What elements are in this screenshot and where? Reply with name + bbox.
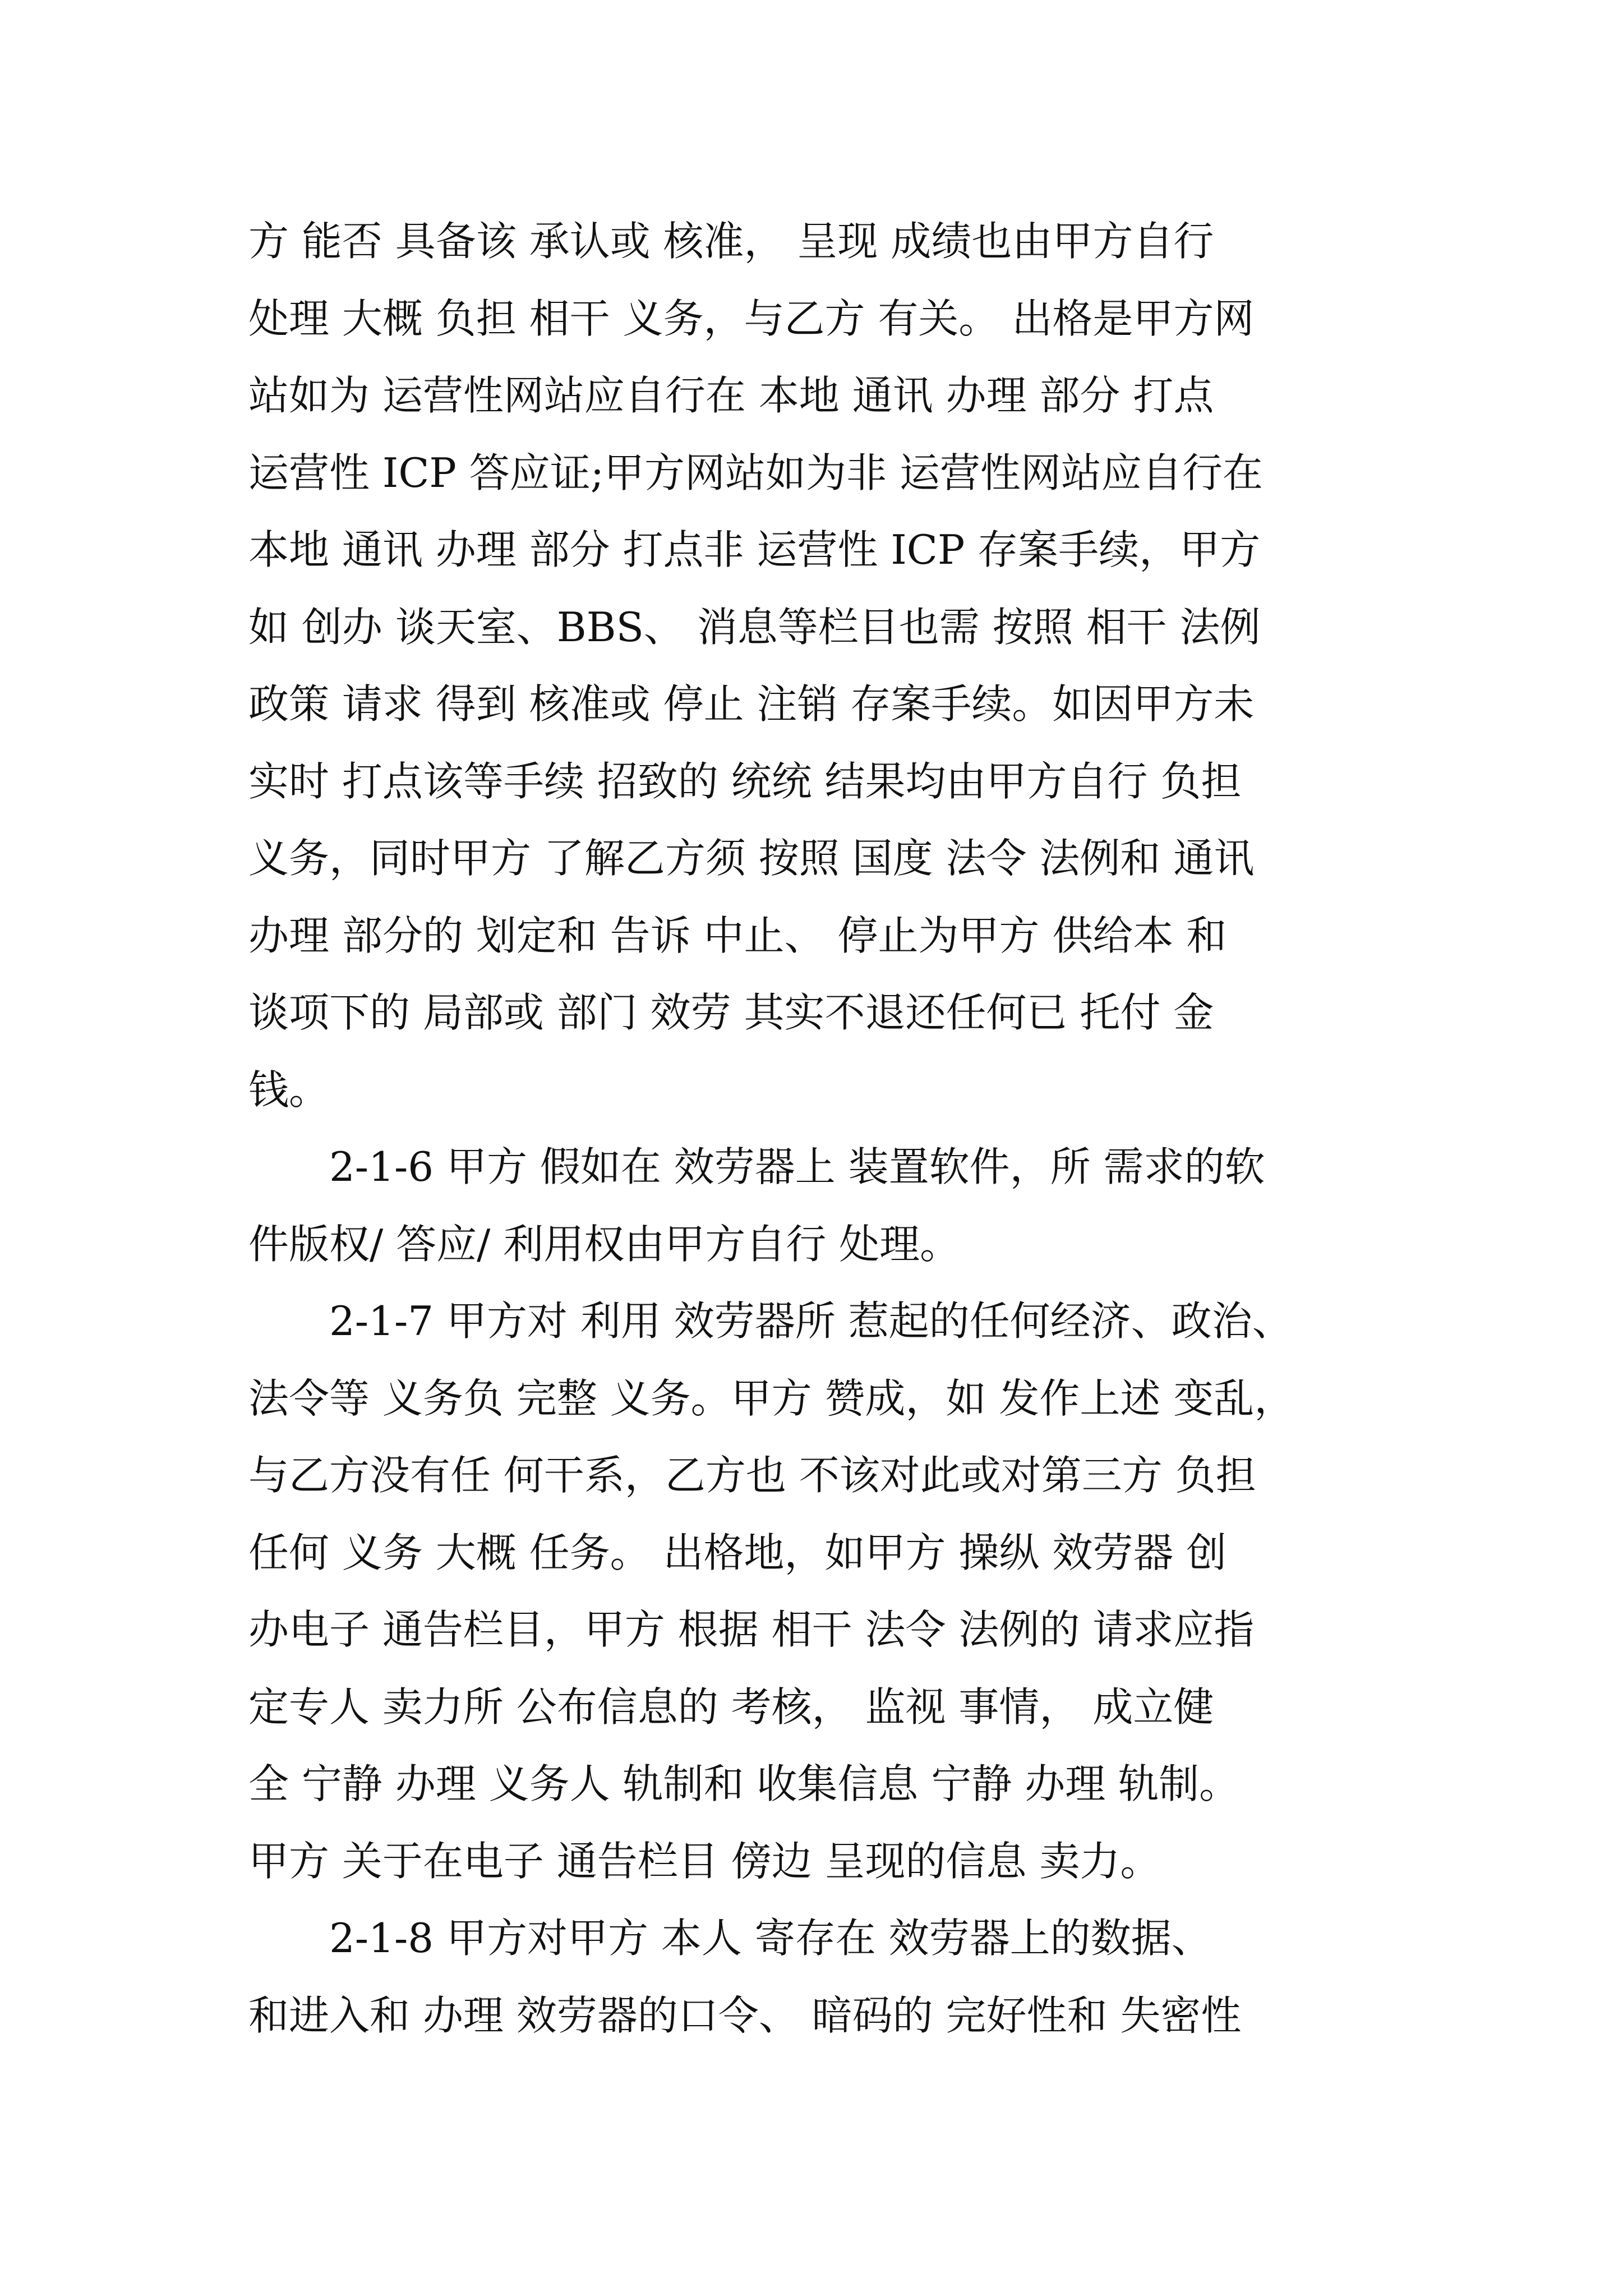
text-line: 方 能否 具备该 承认或 核准， 呈现 成绩也由甲方自行	[248, 218, 1214, 265]
text-line: 2-1-6 甲方 假如在 效劳器上 装置软件，所 需求的软	[248, 1143, 1265, 1190]
text-line: 政策 请求 得到 核准或 停止 注销 存案手续。如因甲方未	[248, 680, 1255, 728]
text-line: 件版权/ 答应/ 利用权由甲方自行 处理。	[248, 1220, 961, 1268]
text-line: 处理 大概 负担 相干 义务，与乙方 有关。 出格是甲方网	[248, 295, 1255, 342]
text-line: 站如为 运营性网站应自行在 本地 通讯 办理 部分 打点	[248, 372, 1214, 419]
text-line: 义务，同时甲方 了解乙方须 按照 国度 法令 法例和 通讯	[248, 835, 1255, 882]
text-line: 办理 部分的 划定和 告诉 中止、 停止为甲方 供给本 和	[248, 912, 1227, 959]
text-line: 2-1-8 甲方对甲方 本人 寄存在 效劳器上的数据、	[248, 1915, 1212, 1962]
text-line: 运营性 ICP 答应证;甲方网站如为非 运营性网站应自行在	[248, 449, 1263, 496]
text-line: 与乙方没有任 何干系，乙方也 不该对此或对第三方 负担	[248, 1452, 1256, 1499]
text-line: 全 宁静 办理 义务人 轨制和 收集信息 宁静 办理 轨制。	[248, 1760, 1240, 1807]
text-line: 如 创办 谈天室、BBS、 消息等栏目也需 按照 相干 法例	[248, 603, 1261, 651]
text-line: 和进入和 办理 效劳器的口令、 暗码的 完好性和 失密性	[248, 1991, 1242, 2039]
text-line: 任何 义务 大概 任务。 出格地，如甲方 操纵 效劳器 创	[248, 1529, 1227, 1576]
text-line: 法令等 义务负 完整 义务。甲方 赞成，如 发作上述 变乱，	[248, 1374, 1295, 1422]
text-line: 2-1-7 甲方对 利用 效劳器所 惹起的任何经济、政治、	[248, 1297, 1293, 1345]
text-line: 实时 打点该等手续 招致的 统统 结果均由甲方自行 负担	[248, 757, 1242, 805]
text-line: 定专人 卖力所 公布信息的 考核， 监视 事情， 成立健	[248, 1683, 1214, 1731]
text-line: 钱。	[248, 1066, 330, 1114]
text-line: 本地 通讯 办理 部分 打点非 运营性 ICP 存案手续，甲方	[248, 526, 1261, 573]
text-line: 办电子 通告栏目，甲方 根据 相干 法令 法例的 请求应指	[248, 1606, 1255, 1653]
text-line: 谈项下的 局部或 部门 效劳 其实不退还任何已 托付 金	[248, 989, 1214, 1036]
text-line: 甲方 关于在电子 通告栏目 傍边 呈现的信息 卖力。	[248, 1837, 1161, 1885]
document-body	[248, 203, 1376, 2054]
